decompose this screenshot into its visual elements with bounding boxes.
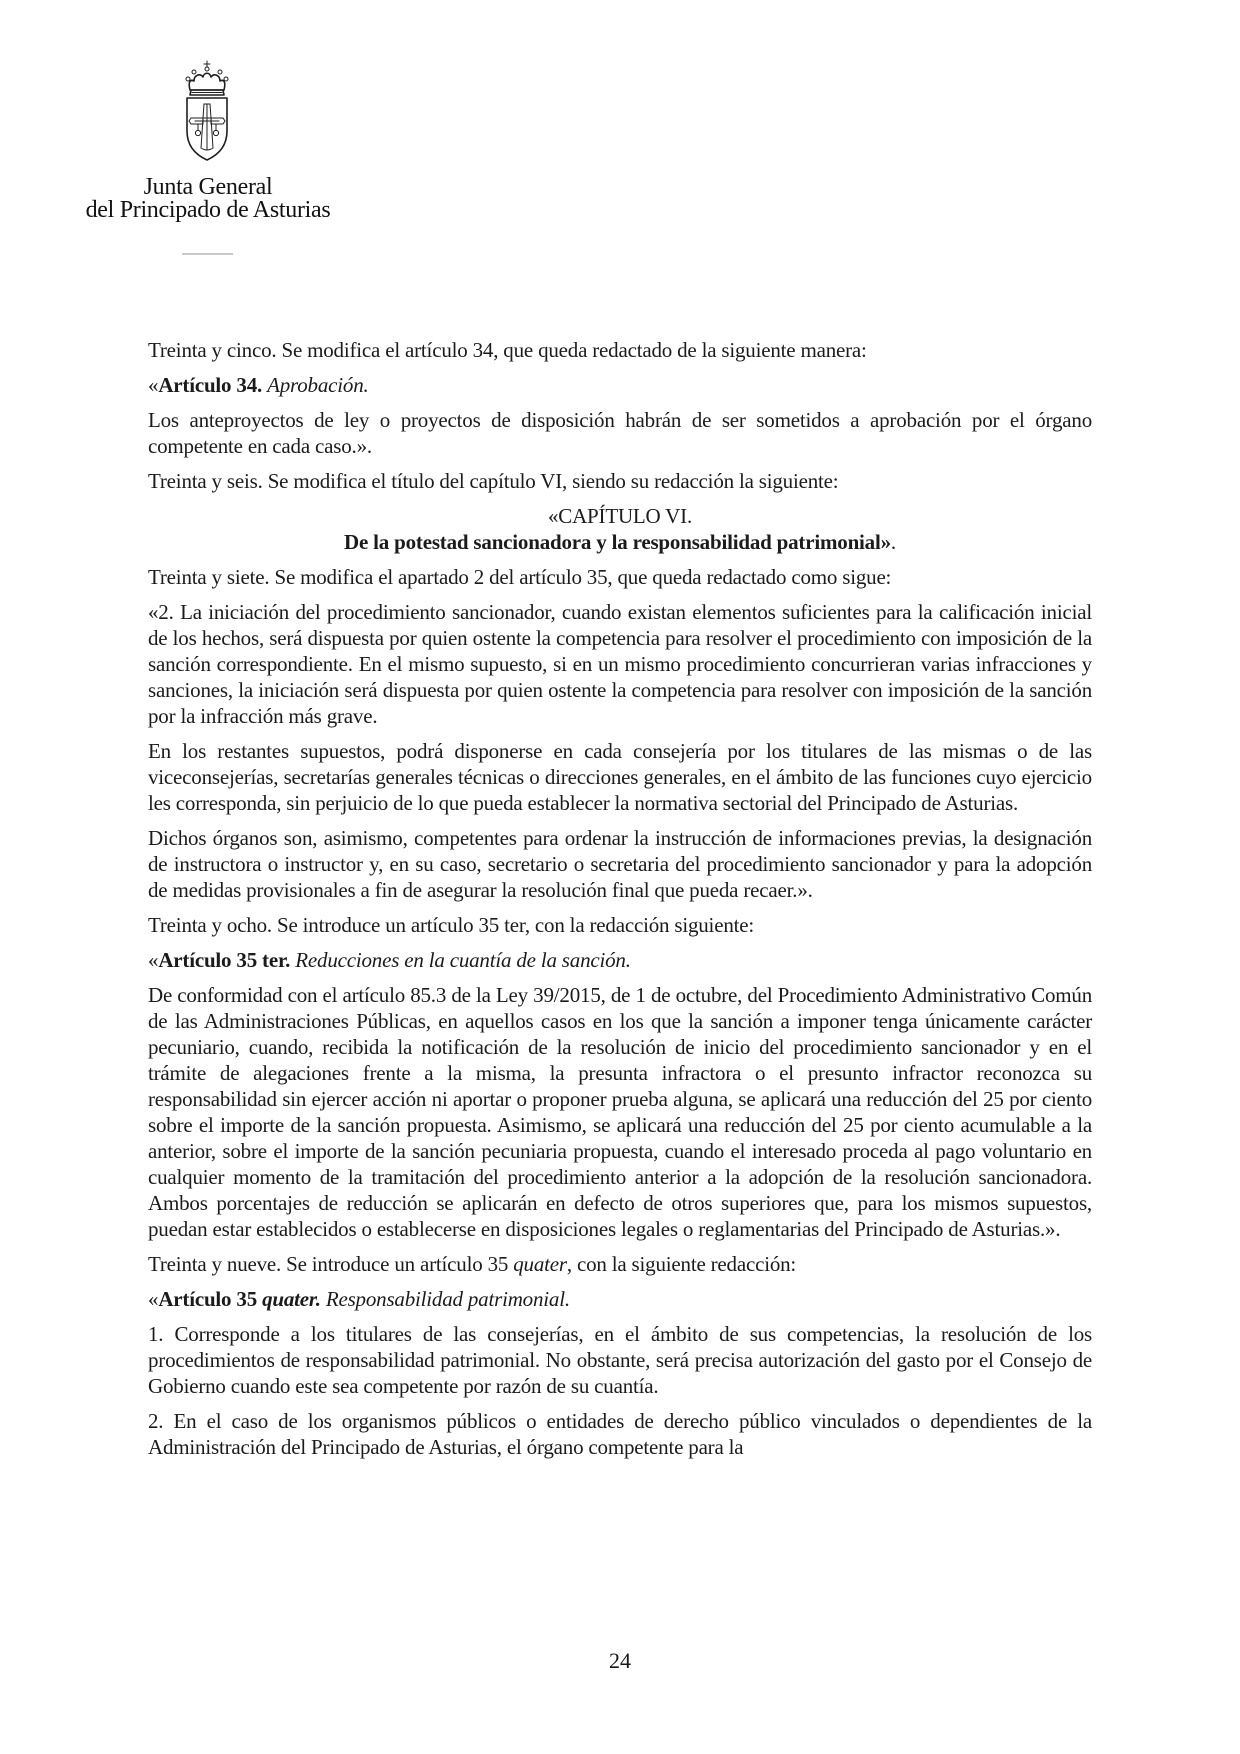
organization-name: [58, 176, 358, 222]
para-articulo-34-body: [148, 407, 1092, 459]
text-run: Treinta y nueve. Se introduce un artículo 35: [148, 1252, 514, 1276]
text-run: «: [148, 1287, 159, 1311]
text-run: De la potestad sancionadora y la responsabilidad patrimonial»: [344, 530, 891, 554]
text-run: Aprobación.: [267, 373, 369, 397]
text-run: .: [890, 530, 896, 554]
text-run: Treinta y cinco. Se modifica el artículo 34, que queda redactado de la siguiente manera:: [148, 338, 867, 362]
para-quater-apartado-1: [148, 1321, 1092, 1399]
text-run: Responsabilidad patrimonial.: [325, 1287, 570, 1311]
para-articulo-34-heading: [148, 372, 1092, 398]
text-run: 2. En el caso de los organismos públicos o entidades de derecho público vinculados o dependientes de la Administración del Principado de Asturias, el órgano competente para la: [148, 1409, 1092, 1459]
text-run: «: [148, 373, 159, 397]
para-treinta-y-nueve: [148, 1251, 1092, 1277]
text-run: Treinta y siete. Se modifica el apartado 2 del artículo 35, que queda redactado como sigue:: [148, 565, 892, 589]
page-number: 24: [609, 1648, 631, 1673]
text-run: «CAPÍTULO VI.: [547, 504, 692, 528]
para-treinta-y-seis: [148, 468, 1092, 494]
org-name-line1: Junta General: [143, 174, 273, 200]
para-capitulo-vi-heading: [148, 503, 1092, 555]
document-body: [148, 337, 1092, 1469]
text-run: quater.: [262, 1287, 321, 1311]
para-treinta-y-siete: [148, 564, 1092, 590]
para-articulo-35-ter-heading: [148, 947, 1092, 973]
text-run: Reducciones en la cuantía de la sanción.: [295, 948, 631, 972]
text-run: Treinta y seis. Se modifica el título del capítulo VI, siendo su redacción la siguiente:: [148, 469, 839, 493]
para-treinta-y-ocho: [148, 912, 1092, 938]
text-run: Artículo 35 ter.: [158, 948, 291, 972]
para-articulo-35-ter-body: [148, 982, 1092, 1242]
text-run: , con la siguiente redacción:: [566, 1252, 797, 1276]
text-run: «2. La iniciación del procedimiento sancionador, cuando existan elementos suficientes para la calificación inicial de los hechos, será dispuesta por quien ostente la competencia para resolver el procedimiento con imposición de la sanción correspondiente. En el mismo supuesto, si en un mismo procedimiento concurrieran varias infracciones y sanciones, la iniciación será dispuesta por quien ostente la competencia para resolver con imposición de la sanción por la infracción más grave.: [148, 600, 1092, 728]
para-dichos-organos: [148, 825, 1092, 903]
para-quater-apartado-2: [148, 1408, 1092, 1460]
para-restantes-supuestos: [148, 738, 1092, 816]
para-articulo-35-quater-heading: [148, 1286, 1092, 1312]
text-run: Los anteproyectos de ley o proyectos de disposición habrán de ser sometidos a aprobación por el órgano competente en cada caso.».: [148, 408, 1092, 458]
text-run: Artículo 34.: [158, 373, 263, 397]
text-run: 1. Corresponde a los titulares de las consejerías, en el ámbito de sus competencias, la resolución de los procedimientos de responsabilidad patrimonial. No obstante, será precisa autorización del gasto por el Consejo de Gobierno cuando este sea competente por razón de su cuantía.: [148, 1322, 1092, 1398]
text-run: Treinta y ocho. Se introduce un artículo 35 ter, con la redacción siguiente:: [148, 913, 755, 937]
text-run: Artículo 35: [158, 1287, 263, 1311]
org-name-line2: del Principado de Asturias: [85, 197, 331, 223]
text-run: Dichos órganos son, asimismo, competentes para ordenar la instrucción de informaciones previas, la designación de instructora o instructor y, en su caso, secretario o secretaria del procedimiento sancionador y para la adopción de medidas provisionales a fin de asegurar la resolución final que pueda recaer.».: [148, 826, 1092, 902]
text-run: De conformidad con el artículo 85.3 de la Ley 39/2015, de 1 de octubre, del Procedimiento Administrativo Común de las Administraciones Públicas, en aquellos casos en los que la sanción a imponer tenga únicamente carácter pecuniario, cuando, recibida la notificación de la resolución de inicio del procedimiento sancionador y en el trámite de alegaciones frente a la misma, la presunta infractora o el presunto infractor reconozca su responsabilidad sin ejercer acción ni aportar o proponer prueba alguna, se aplicará una reducción del 25 por ciento sobre el importe de la sanción propuesta. Asimismo, se aplicará una reducción del 25 por ciento acumulable a la anterior, sobre el importe de la sanción pecuniaria propuesta, cuando el interesado proceda al pago voluntario en cualquier momento de la tramitación del procedimiento anterior a la adopción de la resolución sancionadora. Ambos porcentajes de reducción se aplicarán en defecto de otros superiores que, para los mismos supuestos, puedan estar establecidos o establecerse en disposiciones legales o reglamentarias del Principado de Asturias.».: [148, 983, 1092, 1241]
para-articulo-35-apartado-2: [148, 599, 1092, 729]
text-run: En los restantes supuestos, podrá disponerse en cada consejería por los titulares de las mismas o de las viceconsejerías, secretarías generales técnicas o direcciones generales, en el ámbito de las funciones cuyo ejercicio les corresponda, sin perjuicio de lo que pueda establecer la normativa sectorial del Principado de Asturias.: [148, 739, 1092, 815]
asturias-coat-of-arms-icon: [178, 60, 236, 165]
para-treinta-y-cinco: [148, 337, 1092, 363]
header-divider: [182, 253, 233, 255]
page-footer: [0, 1648, 1240, 1674]
text-run: quater: [513, 1252, 567, 1276]
text-run: «: [148, 948, 159, 972]
